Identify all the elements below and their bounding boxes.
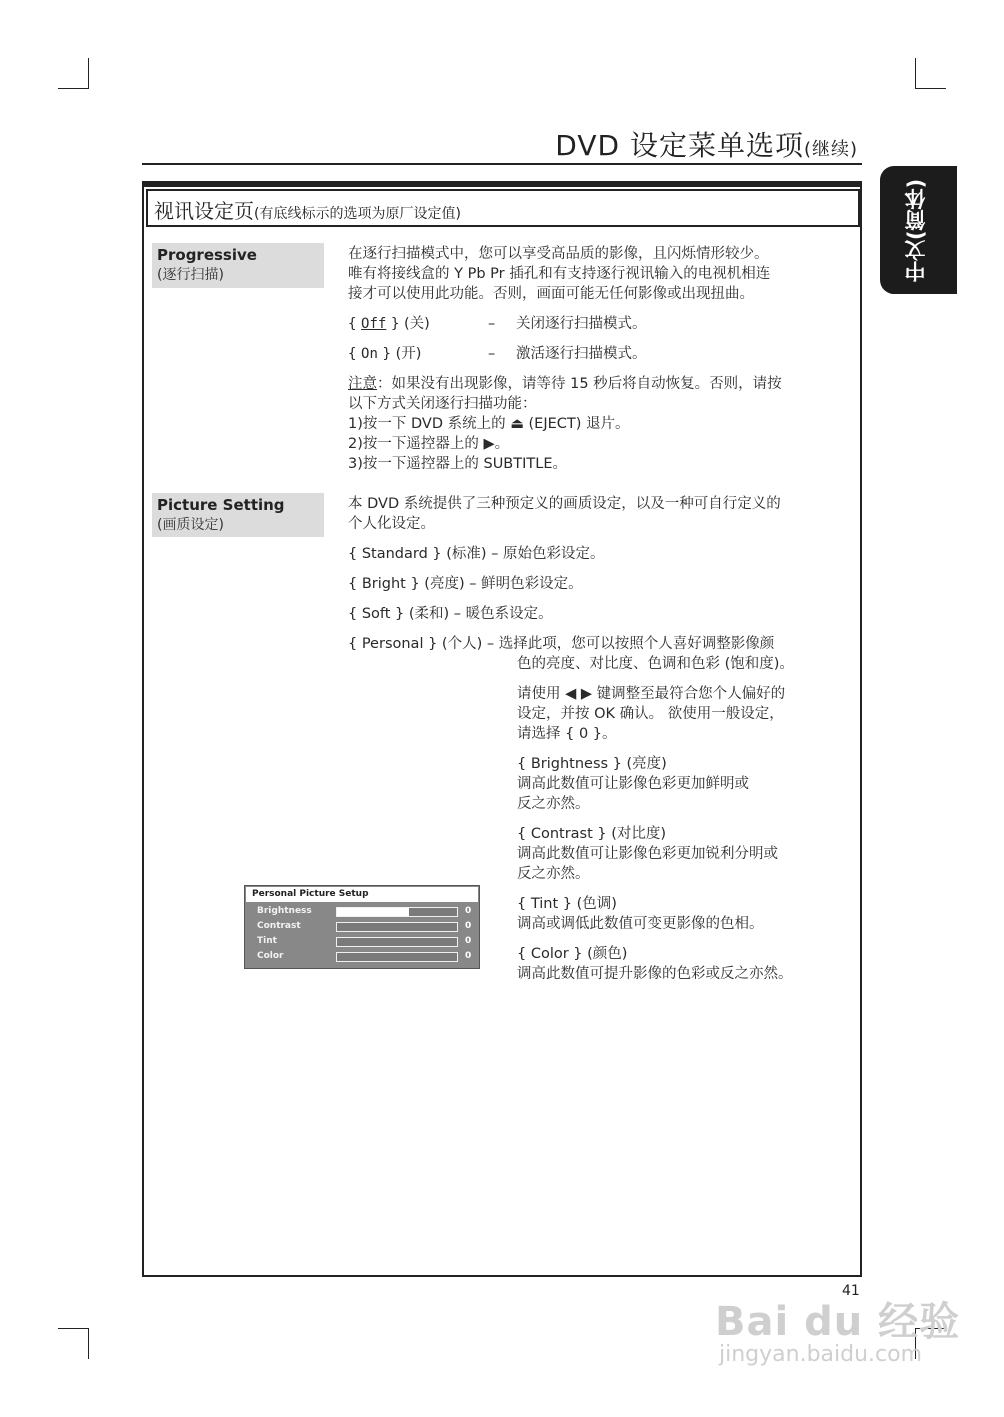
option-on-desc: 激活逐行扫描模式。: [516, 346, 647, 362]
personal-usage: [517, 684, 785, 744]
option-name: Off: [361, 316, 387, 332]
sub-option-title: { Tint } (色调): [517, 896, 617, 912]
option-personal: { Personal } (个人) – 选择此项，您可以按照个人喜好调整影像颜: [348, 636, 775, 652]
option-standard: { Standard } (标准) – 原始色彩设定。: [348, 546, 605, 562]
osd-row-label: Color: [257, 951, 284, 961]
text-line: 本 DVD 系统提供了三种预定义的画质设定，以及一种可自行定义的: [348, 496, 781, 512]
brace: {: [348, 346, 357, 362]
option-personal-cont: 色的亮度、对比度、色调和色彩 (饱和度)。: [517, 656, 794, 672]
watermark: [715, 1290, 961, 1376]
page-number: 41: [842, 1283, 860, 1299]
text-line: 调高此数值可提升影像的色彩或反之亦然。: [517, 966, 793, 982]
sub-option-title: { Brightness } (亮度): [517, 756, 667, 772]
text-line: 反之亦然。: [517, 796, 590, 812]
osd-slider: [336, 952, 458, 962]
osd-title: Personal Picture Setup: [246, 887, 478, 902]
crop-mark: [88, 58, 89, 89]
sub-option-brightness: [517, 754, 749, 814]
option-name: On: [361, 346, 378, 362]
osd-row-brightness: [257, 904, 473, 919]
osd-row-value: 0: [465, 936, 472, 946]
text-line: 唯有将接线盒的 Y Pb Pr 插孔和有支持逐行视讯输入的电视机相连: [348, 266, 771, 282]
section-header: [146, 189, 860, 227]
brace: }: [382, 346, 391, 362]
page-title-text: DVD 设定菜单选项: [555, 129, 804, 162]
text-line: 调高此数值可让影像色彩更加锐利分明或: [517, 846, 778, 862]
osd-row-value: 0: [465, 906, 472, 916]
text-line: 个人化设定。: [348, 516, 435, 532]
sub-option-color: [517, 944, 793, 984]
brace: {: [348, 316, 357, 332]
page-title: [555, 124, 858, 164]
title-rule: [142, 163, 862, 165]
watermark-logo: Bai du 经验: [715, 1299, 961, 1345]
picture-setting-label-zh: (画质设定): [157, 517, 224, 533]
osd-slider: [336, 922, 458, 932]
option-zh: (开): [395, 346, 422, 362]
crop-mark: [58, 1328, 89, 1329]
section-title-text: 视讯设定页: [154, 199, 254, 223]
text-line: 1)按一下 DVD 系统上的 ⏏ (EJECT) 退片。: [348, 416, 630, 432]
osd-row-label: Brightness: [257, 906, 312, 916]
osd-row-label: Contrast: [257, 921, 301, 931]
page-title-suffix: (继续): [803, 139, 858, 160]
osd-row-value: 0: [465, 951, 472, 961]
option-bright: { Bright } (亮度) – 鲜明色彩设定。: [348, 576, 583, 592]
text-line: 请选择 { 0 }。: [517, 726, 617, 742]
option-on: [348, 344, 421, 364]
picture-setting-description: [348, 494, 781, 534]
text-line: 设定，并按 OK 确认。 欲使用一般设定，: [517, 706, 784, 722]
option-soft: { Soft } (柔和) – 暖色系设定。: [348, 606, 553, 622]
osd-slider-fill: [337, 908, 409, 916]
text-line: 在逐行扫描模式中，您可以享受高品质的影像，且闪烁情形较少。: [348, 246, 769, 262]
picture-setting-label: [152, 493, 324, 537]
osd-slider: [336, 907, 458, 917]
sub-option-tint: [517, 894, 764, 934]
language-tab: [880, 166, 957, 294]
progressive-description: [348, 244, 770, 304]
osd-row-label: Tint: [257, 936, 277, 946]
osd-row-contrast: [257, 919, 473, 934]
progressive-label: [152, 243, 324, 288]
personal-picture-setup-screen: [244, 885, 480, 969]
section-title: [154, 195, 461, 224]
crop-mark: [915, 88, 946, 89]
frame-top-bar: [142, 183, 862, 187]
text-line: 接才可以使用此功能。否则，画面可能无任何影像或出现扭曲。: [348, 286, 754, 302]
text-line: 以下方式关闭逐行扫描功能：: [348, 396, 537, 412]
option-on-dash: –: [488, 346, 496, 362]
sub-option-contrast: [517, 824, 778, 884]
note-label: 注意: [348, 376, 377, 392]
text-line: ：如果没有出现影像，请等待 15 秒后将自动恢复。否则，请按: [377, 376, 782, 392]
crop-mark: [58, 88, 89, 89]
text-line: 请使用 ◀ ▶ 键调整至最符合您个人偏好的: [517, 686, 786, 702]
option-off-dash: –: [488, 316, 496, 332]
crop-mark: [88, 1328, 89, 1359]
crop-mark: [915, 58, 916, 89]
osd-row-value: 0: [465, 921, 472, 931]
option-off: [348, 314, 430, 334]
progressive-label-zh: (逐行扫描): [157, 267, 224, 283]
sub-option-title: { Color } (颜色): [517, 946, 628, 962]
text-line: 2)按一下遥控器上的 ▶。: [348, 436, 510, 452]
osd-row-tint: [257, 934, 473, 949]
text-line: 调高或调低此数值可变更影像的色相。: [517, 916, 764, 932]
section-subtitle: (有底线标示的选项为原厂设定值): [254, 206, 461, 222]
watermark-url: jingyan.baidu.com: [719, 1342, 923, 1367]
sub-option-title: { Contrast } (对比度): [517, 826, 667, 842]
option-off-desc: 关闭逐行扫描模式。: [516, 316, 647, 332]
language-tab-label: 中文(简体): [904, 178, 928, 282]
osd-row-color: [257, 949, 473, 964]
text-line: 反之亦然。: [517, 866, 590, 882]
text-line: 3)按一下遥控器上的 SUBTITLE。: [348, 456, 567, 472]
progressive-note: [348, 374, 782, 474]
brace: }: [390, 316, 400, 332]
progressive-label-en: Progressive: [157, 246, 257, 264]
text-line: 调高此数值可让影像色彩更加鲜明或: [517, 776, 749, 792]
picture-setting-label-en: Picture Setting: [157, 496, 285, 514]
osd-slider: [336, 937, 458, 947]
option-zh: (关): [404, 316, 430, 332]
